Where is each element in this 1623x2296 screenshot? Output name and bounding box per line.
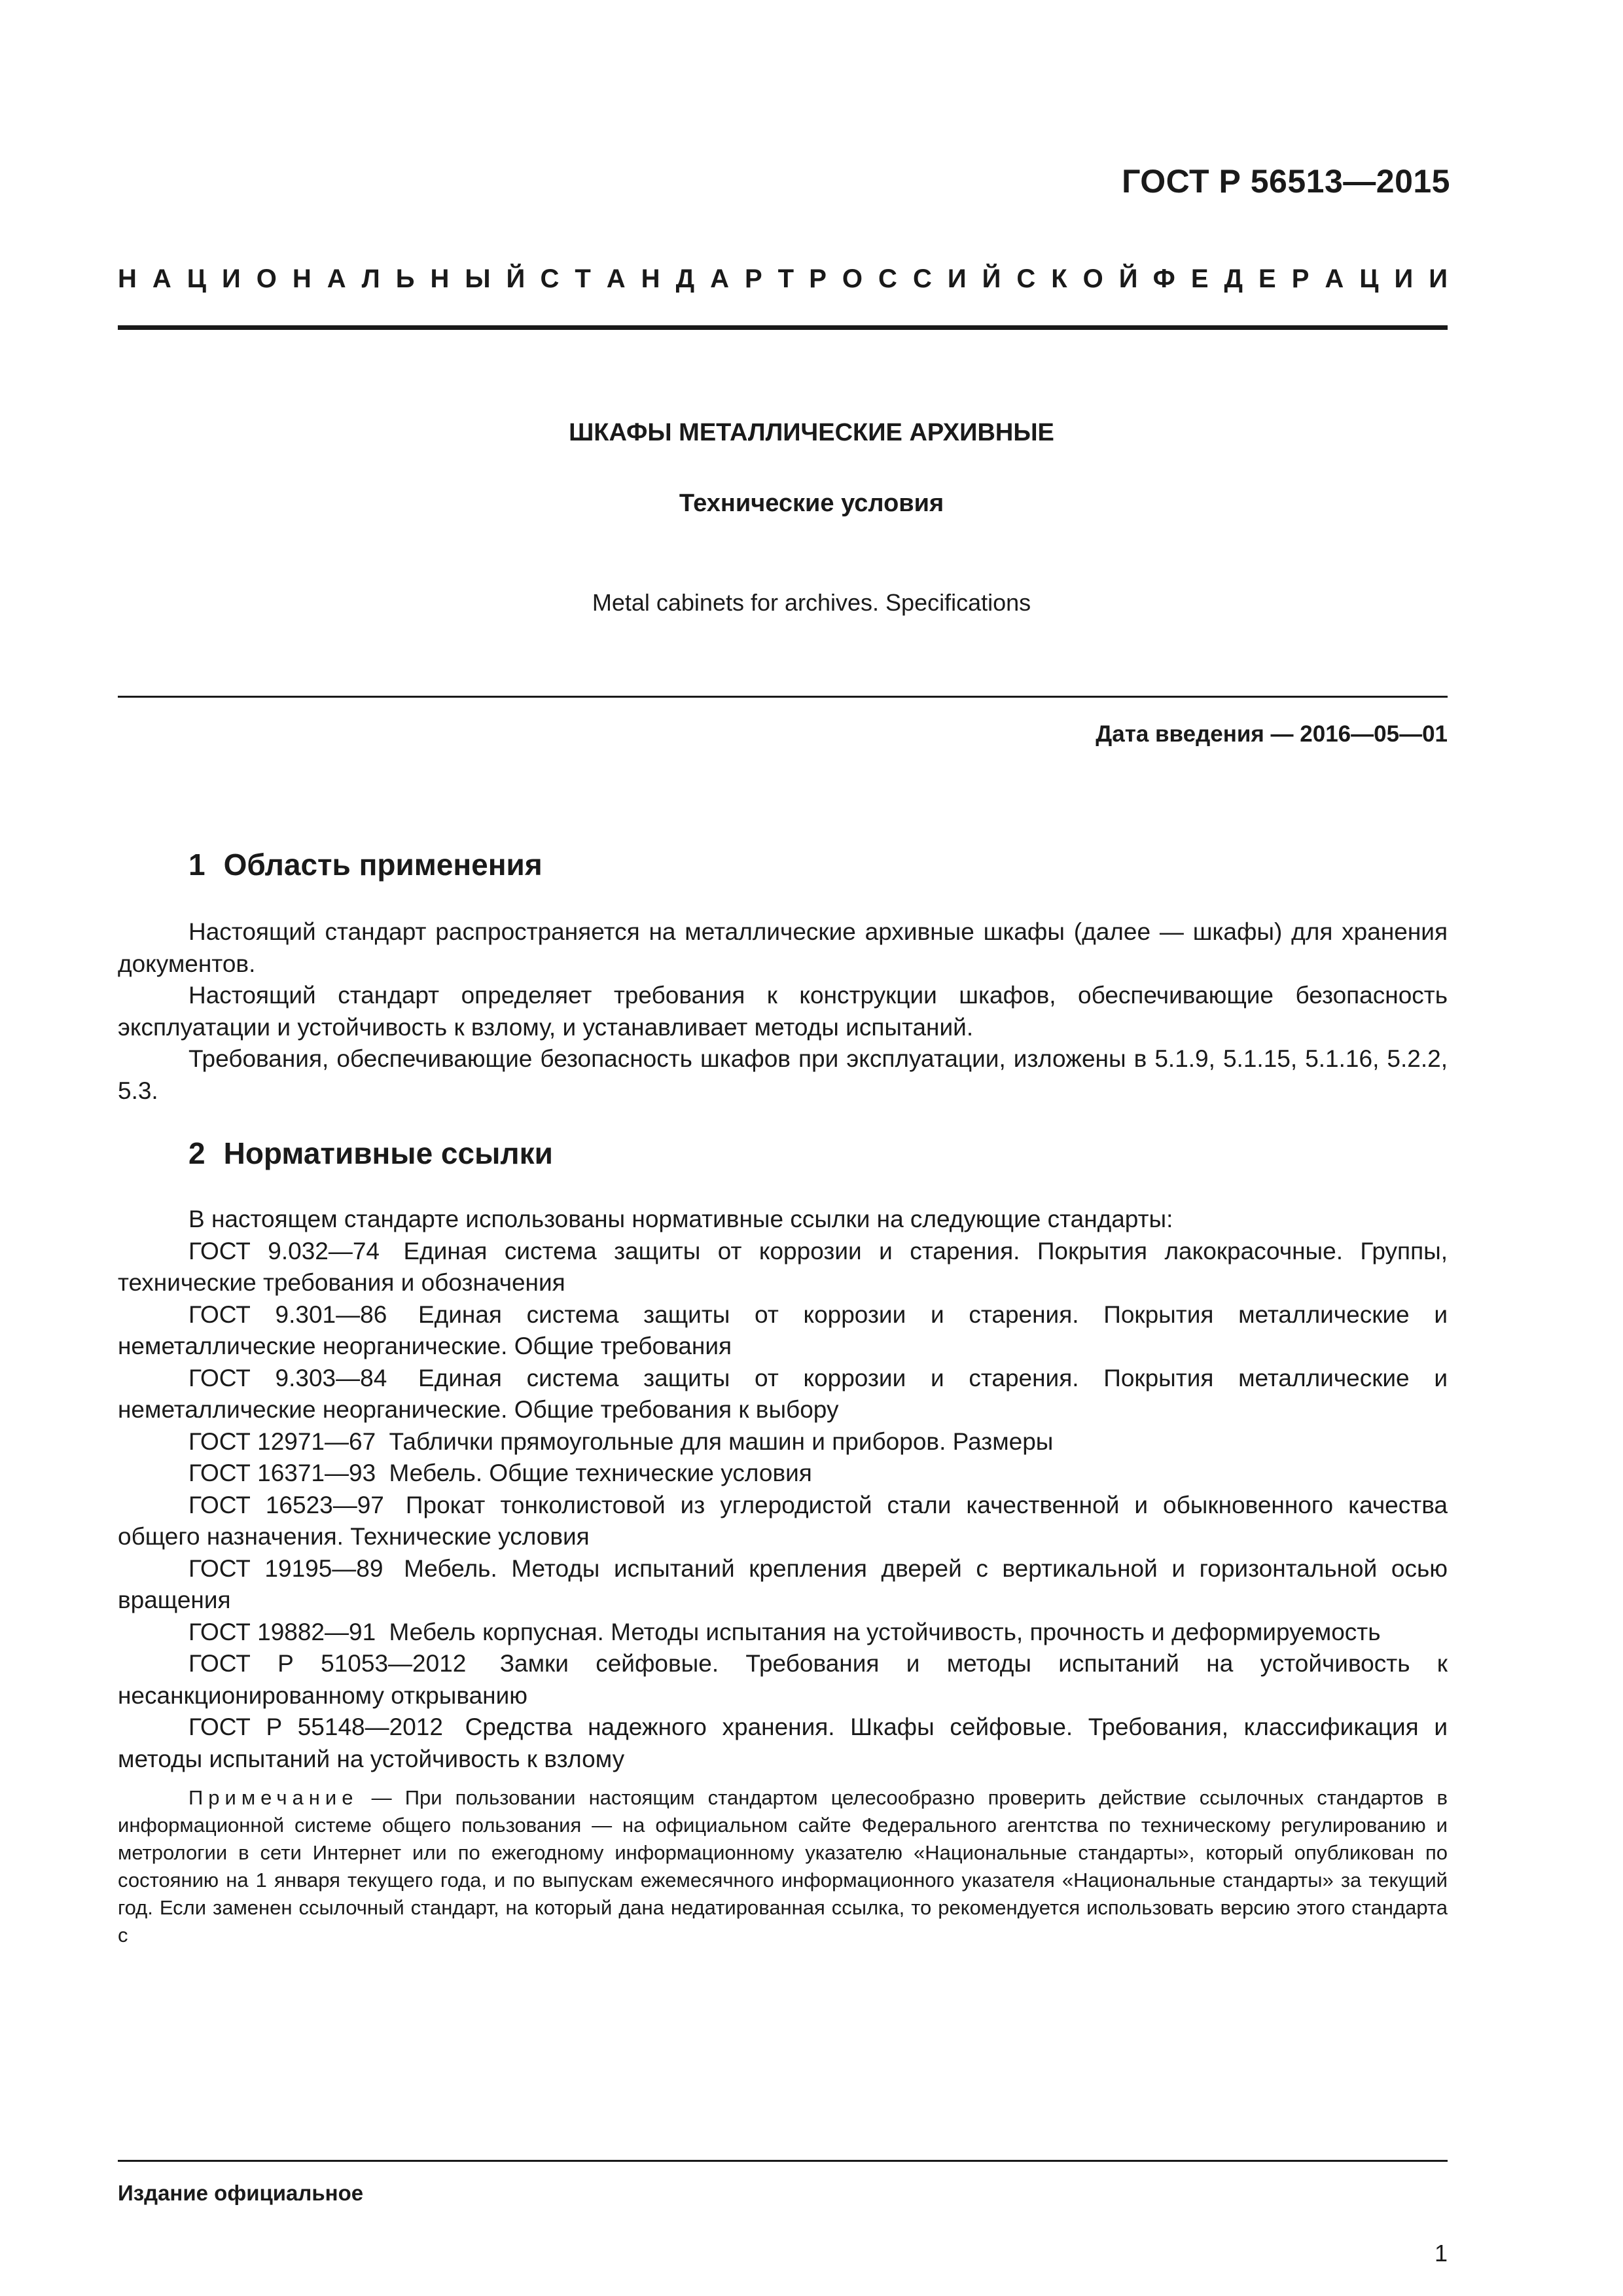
banner-letter: Ь [395,264,415,293]
banner-letter: Ц [187,264,206,293]
reference-item [118,1553,1448,1617]
standard-code: ГОСТ Р 56513—2015 [1122,163,1450,200]
reference-text: Мебель. Методы испытаний крепления дверей с вертикальной и горизонтальной осью вращения [118,1554,1448,1613]
page-number: 1 [1434,2240,1448,2267]
section-title: Нормативные ссылки [223,1136,553,1170]
banner-letter: Й [982,264,1001,293]
banner-letter: Л [361,264,380,293]
reference-code: ГОСТ Р 55148—2012 [188,1713,443,1740]
reference-code: ГОСТ 16523—97 [188,1491,384,1518]
reference-code: ГОСТ 16371—93 [188,1460,376,1486]
reference-code: ГОСТ 9.303—84 [188,1364,387,1391]
banner-word [1153,264,1448,305]
section-number: 2 [188,1136,205,1170]
reference-text: Прокат тонколистовой из углеродистой стали качественной и обыкновенного качества общего назначения. Технические условия [118,1491,1448,1550]
banner-letter: И [1429,264,1448,293]
edition-label: Издание официальное [118,2181,364,2205]
note-label: Примечание [188,1786,359,1809]
reference-code: ГОСТ 9.301—86 [188,1300,387,1328]
section-number: 1 [188,848,205,882]
banner-letter: Ы [465,264,491,293]
banner-word [118,264,525,305]
reference-item [118,1299,1448,1363]
section-heading [118,1133,1448,1174]
banner-letter: Ц [1359,264,1379,293]
reference-item [118,1617,1448,1649]
reference-text: Мебель. Общие технические условия [389,1460,812,1486]
reference-item [118,1426,1448,1458]
note-text: — При пользовании настоящим стандартом целесообразно проверить действие ссылочных стандартов в информационной системе общего пользования — на официальном сайте Федерального агентства по техническому регулированию и метрологии в сети Интернет или по ежегодному информационному указателю «Национальные стандарты», который опубликован по состоянию на 1 января текущего года, и по выпускам ежемесячного информационного указателя «Национальные стандарты» за текущий год. Если заменен ссылочный стандарт, на который дана недатированная ссылка, то рекомендуется использовать версию этого стандарта с [118,1786,1448,1946]
section-title: Область применения [223,848,543,882]
reference-code: ГОСТ 12971—67 [188,1427,376,1455]
banner-letter: И [947,264,967,293]
banner-letter: Н [118,264,137,293]
banner-letter: С [540,264,560,293]
banner-letter: Д [675,264,695,293]
reference-code: ГОСТ 9.032—74 [188,1237,380,1265]
banner-letter: С [912,264,932,293]
reference-item [118,1458,1448,1490]
banner-letter: А [606,264,626,293]
reference-item [118,1712,1448,1775]
banner-letter: О [842,264,863,293]
banner-letter: Т [575,264,591,293]
national-standard-banner [118,264,1448,305]
reference-code: ГОСТ Р 51053—2012 [188,1650,467,1677]
section-heading [118,844,1448,885]
reference-text: Замки сейфовые. Требования и методы испытаний на устойчивость к несанкционированному открыванию [118,1650,1448,1709]
banner-letter: А [1325,264,1344,293]
banner-letter: Е [1258,264,1276,293]
reference-text: Таблички прямоугольные для машин и приборов. Размеры [389,1427,1054,1455]
introduction-date: Дата введения — 2016—05—01 [1096,721,1448,747]
banner-letter: Т [777,264,794,293]
banner-word [809,264,1137,305]
banner-letter: И [222,264,241,293]
document-subtitle: Технические условия [679,490,944,517]
banner-letter: О [256,264,277,293]
paragraph: Настоящий стандарт определяет требования к конструкции шкафов, обеспечивающие безопасность эксплуатации и устойчивость к взлому, и устанавливает методы испытаний. [118,982,1448,1041]
banner-letter: Н [292,264,312,293]
reference-text: Единая система защиты от коррозии и старения. Покрытия лакокрасочные. Группы, технические требования и обозначения [118,1237,1448,1296]
banner-letter: Й [506,264,526,293]
document-title: ШКАФЫ МЕТАЛЛИЧЕСКИЕ АРХИВНЫЕ [569,419,1054,446]
banner-letter: Р [1291,264,1310,293]
reference-item [118,1236,1448,1299]
reference-text: Средства надежного хранения. Шкафы сейфовые. Требования, классификация и методы испытаний на устойчивость к взлому [118,1713,1448,1772]
banner-letter: Й [1118,264,1138,293]
banner-letter: А [152,264,171,293]
banner-letter: Е [1190,264,1209,293]
reference-code: ГОСТ 19195—89 [188,1554,383,1582]
banner-letter: С [1016,264,1036,293]
banner-letter: К [1051,264,1067,293]
header-divider [118,325,1448,330]
banner-letter: Р [744,264,762,293]
banner-letter: О [1082,264,1103,293]
banner-letter: А [710,264,729,293]
paragraph: В настоящем стандарте использованы нормативные ссылки на следующие стандарты: [188,1206,1173,1232]
banner-letter: И [1394,264,1414,293]
reference-item [118,1363,1448,1426]
banner-letter: С [878,264,897,293]
title-divider [118,696,1448,698]
banner-letter: Д [1224,264,1243,293]
paragraph: Требования, обеспечивающие безопасность шкафов при эксплуатации, изложены в 5.1.9, 5.1.15, 5.1.16, 5.2.2, 5.3. [118,1045,1448,1104]
banner-letter: Н [641,264,660,293]
paragraph: Настоящий стандарт распространяется на металлические архивные шкафы (далее — шкафы) для хранения документов. [118,918,1448,977]
banner-letter: Р [809,264,827,293]
reference-text: Единая система защиты от коррозии и старения. Покрытия металлические и неметаллические неорганические. Общие требования к выбору [118,1364,1448,1423]
banner-letter: Ф [1152,264,1175,293]
reference-text: Мебель корпусная. Методы испытания на устойчивость, прочность и деформируемость [389,1618,1381,1645]
reference-item [118,1490,1448,1553]
banner-letter: Н [430,264,450,293]
reference-code: ГОСТ 19882—91 [188,1618,376,1645]
document-body [118,844,1448,1949]
footer-divider [118,2160,1448,2162]
reference-item [118,1648,1448,1712]
banner-word [540,264,794,305]
banner-letter: А [327,264,346,293]
english-title: Metal cabinets for archives. Specifications [592,589,1031,616]
note-block [118,1784,1448,1949]
reference-text: Единая система защиты от коррозии и старения. Покрытия металлические и неметаллические неорганические. Общие требования [118,1300,1448,1359]
